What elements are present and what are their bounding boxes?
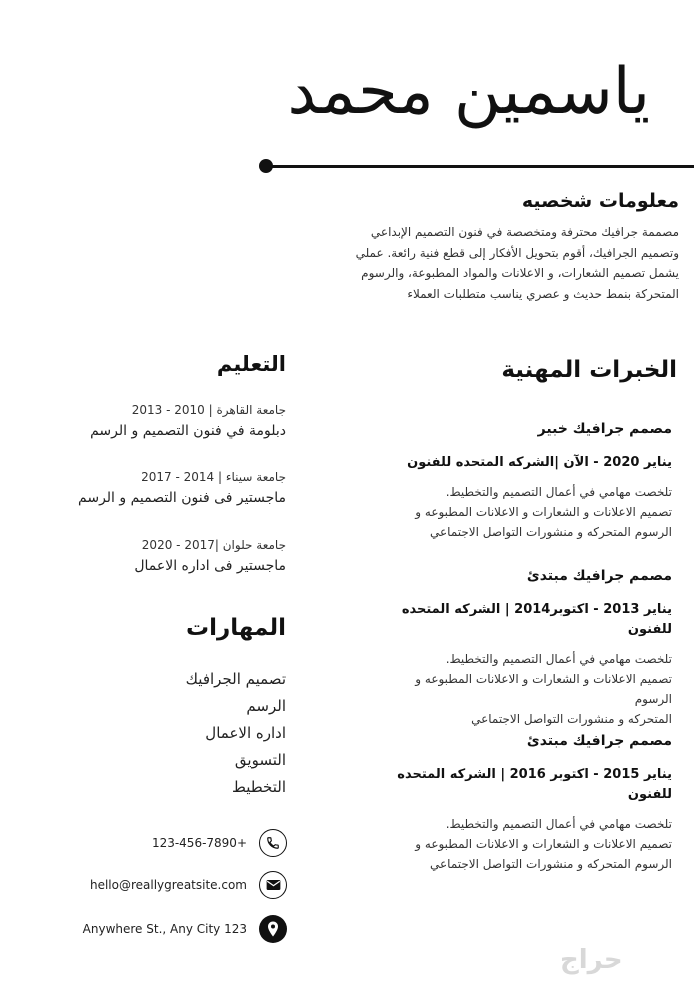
phone-icon [259, 829, 287, 857]
contact-phone [152, 829, 287, 857]
education-entry [26, 470, 286, 506]
job-entry [382, 568, 672, 729]
skill-item: التخطيط [231, 778, 286, 796]
contact-email [90, 871, 287, 899]
job-desc-line: تلخصت مهامي في أعمال التصميم والتخطيط. [445, 485, 672, 499]
job-desc-line: تلخصت مهامي في أعمال التصميم والتخطيط. [445, 817, 672, 831]
about-line: مصممة جرافيك محترفة ومتخصصة في فنون التصميم الإبداعي [370, 225, 679, 239]
job-title: مصمم جرافيك خبير [537, 421, 672, 437]
about-line: يشمل تصميم الشعارات، و الاعلانات والمواد المطبوعة، والرسوم [361, 266, 679, 280]
education-entry [26, 538, 286, 574]
job-desc-line: تلخصت مهامي في أعمال التصميم والتخطيط. [445, 652, 672, 666]
location-pin-icon [259, 915, 287, 943]
envelope-icon [259, 871, 287, 899]
job-desc-line: تصميم الاعلانات و الشعارات و الاعلانات المطبوعه و الرسوم [415, 672, 672, 706]
phone-number[interactable]: 123-456-7890+ [151, 836, 247, 850]
job-date: يناير 2020 - الآن |الشركه المتحده للفنون [407, 455, 672, 470]
job-description [382, 649, 672, 729]
job-description [382, 814, 672, 874]
skill-item: تصميم الجرافيك [185, 670, 286, 688]
email-address[interactable]: hello@reallygreatsite.com [89, 878, 247, 892]
about-text [339, 222, 679, 304]
job-entry [382, 421, 672, 542]
job-desc-line: تصميم الاعلانات و الشعارات و الاعلانات المطبوعه و [415, 837, 672, 851]
skill-item: اداره الاعمال [205, 724, 286, 742]
job-desc-line: تصميم الاعلانات و الشعارات و الاعلانات المطبوعه و [415, 505, 672, 519]
street-address: Anywhere St., Any City 123 [82, 922, 247, 936]
experience-heading: الخبرات المهنية [501, 357, 677, 383]
job-title: مصمم جرافيك مبتدئ [526, 733, 672, 749]
education-meta: جامعة القاهرة | 2010 - 2013 [131, 403, 286, 417]
skills-heading: المهارات [186, 615, 286, 641]
skill-item: التسويق [234, 751, 286, 769]
job-title: مصمم جرافيك مبتدئ [526, 568, 672, 584]
watermark: حراج [560, 945, 623, 975]
header-divider-dot [259, 159, 273, 173]
candidate-name: ياسمين محمد [287, 55, 650, 129]
job-entry [382, 733, 672, 874]
contact-address [83, 915, 287, 943]
education-degree: دبلومة في فنون التصميم و الرسم [90, 423, 286, 439]
job-desc-line: الرسوم المتحركه و منشورات التواصل الاجتماعي [430, 525, 672, 539]
job-desc-line: الرسوم المتحركه و منشورات التواصل الاجتماعي [430, 857, 672, 871]
header-divider [266, 165, 694, 168]
education-meta: جامعة حلوان |2017 - 2020 [141, 538, 286, 552]
education-degree: ماجستير فى اداره الاعمال [134, 558, 286, 574]
education-heading: التعليم [216, 352, 286, 376]
education-degree: ماجستير فى فنون التصميم و الرسم [78, 490, 286, 506]
job-date: يناير 2015 - اكتوبر 2016 | الشركه المتحده للفنون [397, 767, 672, 802]
job-date: يناير 2013 - اكتوبر2014 | الشركه المتحده للفنون [401, 602, 672, 637]
about-heading: معلومات شخصيه [521, 190, 679, 212]
job-description [382, 482, 672, 542]
skill-item: الرسم [246, 697, 286, 715]
about-line: وتصميم الجرافيك، أقوم بتحويل الأفكار إلى قطع فنية رائعة. عملي [355, 245, 679, 260]
skills-list [186, 666, 286, 801]
about-line: المتحركة بنمط حديث و عصري يناسب متطلبات العملاء [407, 286, 679, 301]
education-entry [26, 403, 286, 439]
job-desc-line: المتحركه و منشورات التواصل الاجتماعي [471, 712, 672, 726]
education-meta: جامعة سيناء | 2014 - 2017 [141, 470, 286, 484]
